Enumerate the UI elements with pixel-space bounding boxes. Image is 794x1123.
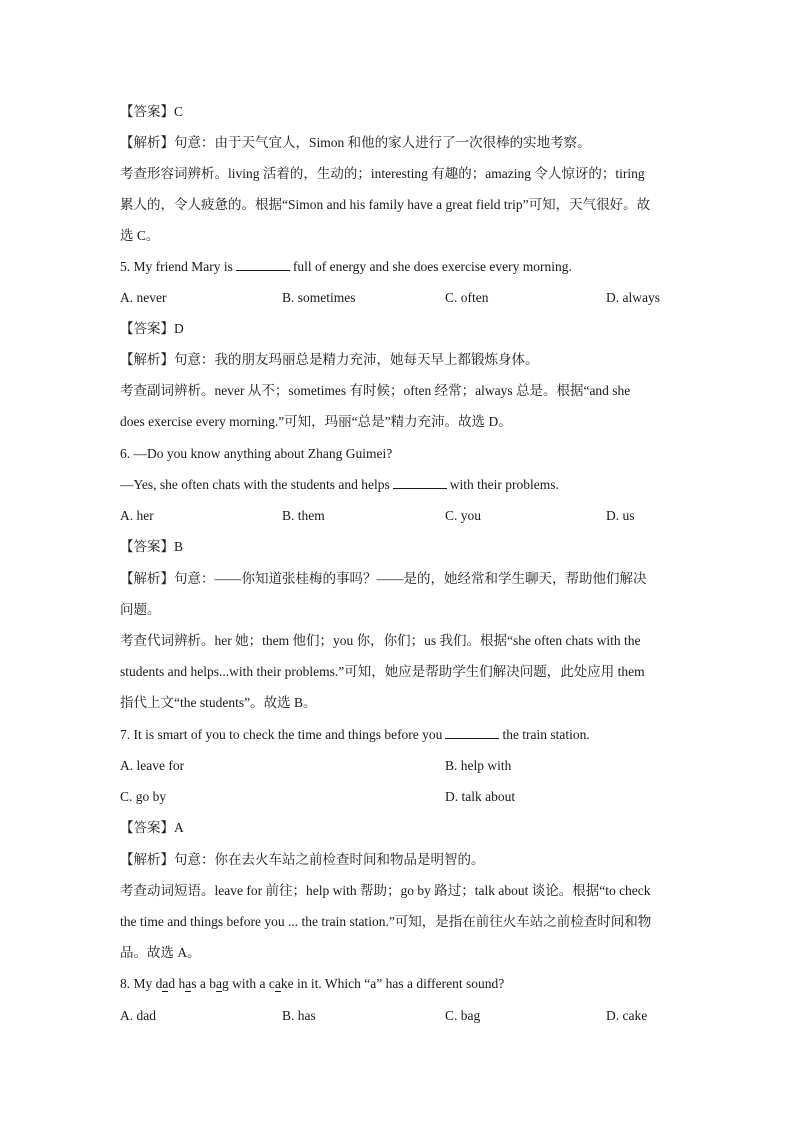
analysis-line: the time and things before you ... the train station.”可知，是指在前往火车站之前检查时间和物	[120, 914, 652, 929]
analysis-line: 考查动词短语。leave for 前往；help with 帮助；go by 路过；talk about 谈论。根据“to check	[120, 883, 651, 898]
option-b: B. has	[282, 1008, 316, 1023]
option-d: D. cake	[606, 1008, 648, 1023]
option-c: C. go by	[120, 789, 167, 804]
answer-line: 【答案】D	[120, 321, 184, 336]
analysis-line: 考查副词辨析。never 从不；sometimes 有时候；often 经常；always 总是。根据“and she	[120, 383, 631, 398]
option-b: B. help with	[445, 758, 512, 773]
analysis-line: does exercise every morning.”可知，玛丽“总是”精力充沛。故选 D。	[120, 414, 512, 429]
question-6-stem: 6. —Do you know anything about Zhang Guimei?	[120, 446, 393, 461]
underlined-letter: a	[162, 976, 169, 991]
option-a: A. her	[120, 508, 154, 523]
answer-line: 【答案】B	[120, 539, 184, 554]
underlined-letter: a	[274, 976, 281, 991]
answer-blank	[236, 257, 290, 271]
option-d: D. always	[606, 290, 660, 305]
option-a: A. leave for	[120, 758, 185, 773]
analysis-line: 考查形容词辨析。living 活着的，生动的；interesting 有趣的；amazing 令人惊讶的；tiring	[120, 166, 645, 181]
analysis-line: 【解析】句意：——你知道张桂梅的事吗？——是的，她经常和学生聊天，帮助他们解决	[120, 571, 647, 586]
option-c: C. bag	[445, 1008, 481, 1023]
answer-line: 【答案】C	[120, 104, 184, 119]
question-6-reply: —Yes, she often chats with the students and helps with their problems.	[120, 477, 559, 492]
analysis-line: 考查代词辨析。her 她；them 他们；you 你，你们；us 我们。根据“she often chats with the	[120, 633, 641, 648]
answer-blank	[445, 725, 499, 739]
analysis-line: 选 C。	[120, 228, 160, 243]
underlined-letter: a	[216, 976, 223, 991]
answer-line: 【答案】A	[120, 820, 184, 835]
option-d: D. talk about	[445, 789, 516, 804]
analysis-line: students and helps...with their problems.”可知，她应是帮助学生们解决问题，此处应用 them	[120, 664, 645, 679]
analysis-line: 【解析】句意：由于天气宜人，Simon 和他的家人进行了一次很棒的实地考察。	[120, 135, 591, 150]
question-5-stem: 5. My friend Mary is full of energy and she does exercise every morning.	[120, 259, 572, 274]
analysis-line: 问题。	[120, 602, 161, 617]
analysis-line: 【解析】句意：我的朋友玛丽总是精力充沛，她每天早上都锻炼身体。	[120, 352, 539, 367]
analysis-line: 累人的，令人疲惫的。根据“Simon and his family have a great field trip”可知，天气很好。故	[120, 197, 651, 212]
analysis-line: 指代上文“the students”。故选 B。	[120, 695, 317, 710]
option-c: C. often	[445, 290, 489, 305]
option-a: A. dad	[120, 1008, 156, 1023]
option-d: D. us	[606, 508, 635, 523]
analysis-line: 品。故选 A。	[120, 945, 201, 960]
underlined-letter: a	[185, 976, 192, 991]
option-a: A. never	[120, 290, 167, 305]
option-c: C. you	[445, 508, 482, 523]
analysis-line: 【解析】句意：你在去火车站之前检查时间和物品是明智的。	[120, 852, 485, 867]
option-b: B. sometimes	[282, 290, 356, 305]
option-b: B. them	[282, 508, 325, 523]
question-8-stem: 8. My dad has a bag with a cake in it. Which “a” has a different sound?	[120, 976, 505, 991]
answer-blank	[393, 475, 447, 489]
question-7-stem: 7. It is smart of you to check the time and things before you the train station.	[120, 727, 590, 742]
